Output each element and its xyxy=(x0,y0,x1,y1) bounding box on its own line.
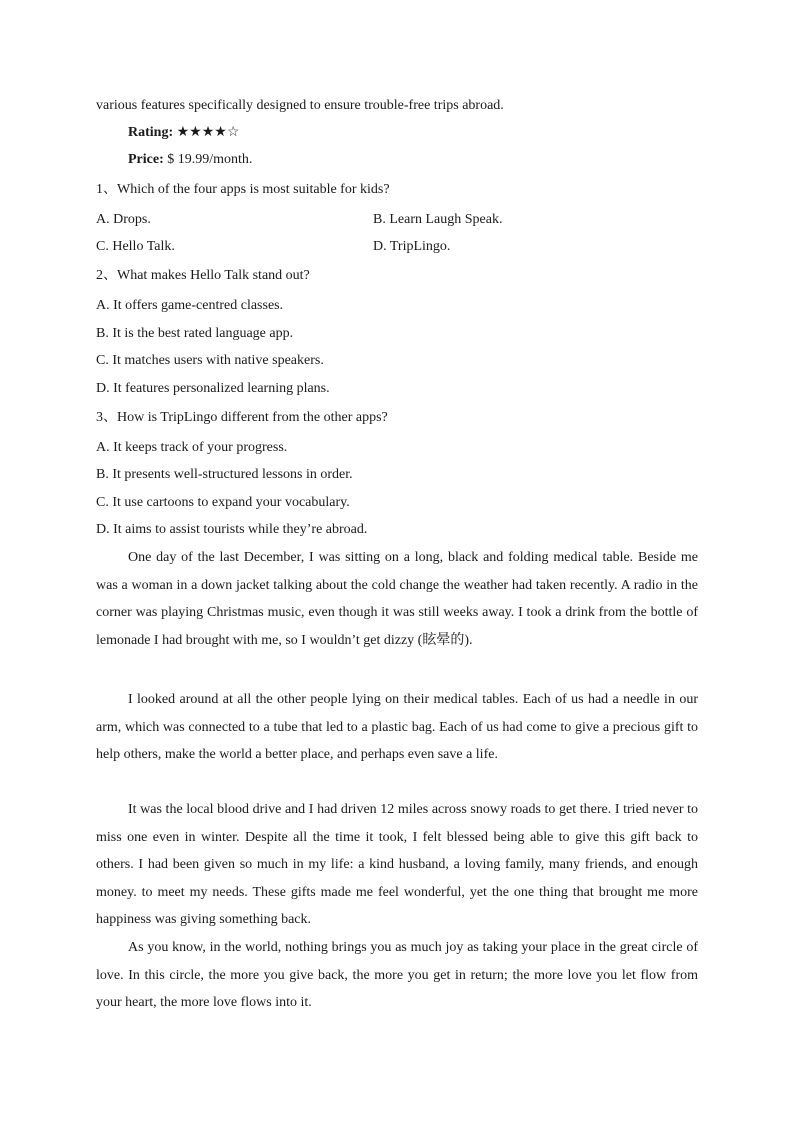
price-label: Price: xyxy=(128,152,164,167)
question-1-option-a: A. Drops. xyxy=(96,212,151,227)
question-2-option-a: A. It offers game-centred classes. xyxy=(96,298,284,313)
price-value: $ 19.99/month. xyxy=(167,152,253,167)
intro-line: various features specifically designed to ensure trouble-free trips abroad. xyxy=(96,98,504,113)
passage-paragraph-3: It was the local blood drive and I had driven 12 miles across snowy roads to get there. I tried never to miss one even in winter. Despite all the time it took, I felt blessed being able to give this gift back to others. I had been given so much in my life: a kind husband, a loving family, many friends, and enough money. to meet my needs. These gifts made me feel wonderful, yet the one thing that brought me more happiness was giving something back. xyxy=(96,802,698,927)
question-3-option-a: A. It keeps track of your progress. xyxy=(96,440,288,455)
question-1-stem: 1、Which of the four apps is most suitable for kids? xyxy=(96,182,390,197)
question-2-option-c: C. It matches users with native speakers. xyxy=(96,353,324,368)
rating-stars: ★★★★☆ xyxy=(176,125,240,140)
rating-label: Rating: xyxy=(128,125,174,140)
passage-paragraph-2: I looked around at all the other people lying on their medical tables. Each of us had a needle in our arm, which was connected to a tube that led to a plastic bag. Each of us had come to give a precious gift to help others, make the world a better place, and perhaps even save a life. xyxy=(96,692,698,762)
question-2-option-b: B. It is the best rated language app. xyxy=(96,326,294,341)
question-1-option-c: C. Hello Talk. xyxy=(96,239,175,254)
question-3-option-c: C. It use cartoons to expand your vocabulary. xyxy=(96,495,350,510)
rating-row xyxy=(128,124,239,142)
question-1-option-b: B. Learn Laugh Speak. xyxy=(373,212,503,227)
question-3-option-b: B. It presents well-structured lessons in order. xyxy=(96,467,353,482)
question-3-stem: 3、How is TripLingo different from the other apps? xyxy=(96,410,388,425)
price-row xyxy=(128,151,252,169)
question-2-stem: 2、What makes Hello Talk stand out? xyxy=(96,268,310,283)
passage-paragraph-1: One day of the last December, I was sitting on a long, black and folding medical table. Beside me was a woman in a down jacket talking about the cold change the weather had taken recently. A radio in the corner was playing Christmas music, even though it was still weeks away. I took a drink from the bottle of lemonade I had brought with me, so I wouldn’t get dizzy (眩晕的). xyxy=(96,550,698,648)
question-2-option-d: D. It features personalized learning plans. xyxy=(96,381,330,396)
passage-paragraph-4: As you know, in the world, nothing brings you as much joy as taking your place in the great circle of love. In this circle, the more you give back, the more you get in return; the more love you let flow from your heart, the more love flows into it. xyxy=(96,940,698,1010)
question-3-option-d: D. It aims to assist tourists while they’re abroad. xyxy=(96,522,368,537)
question-1-option-d: D. TripLingo. xyxy=(373,239,451,254)
